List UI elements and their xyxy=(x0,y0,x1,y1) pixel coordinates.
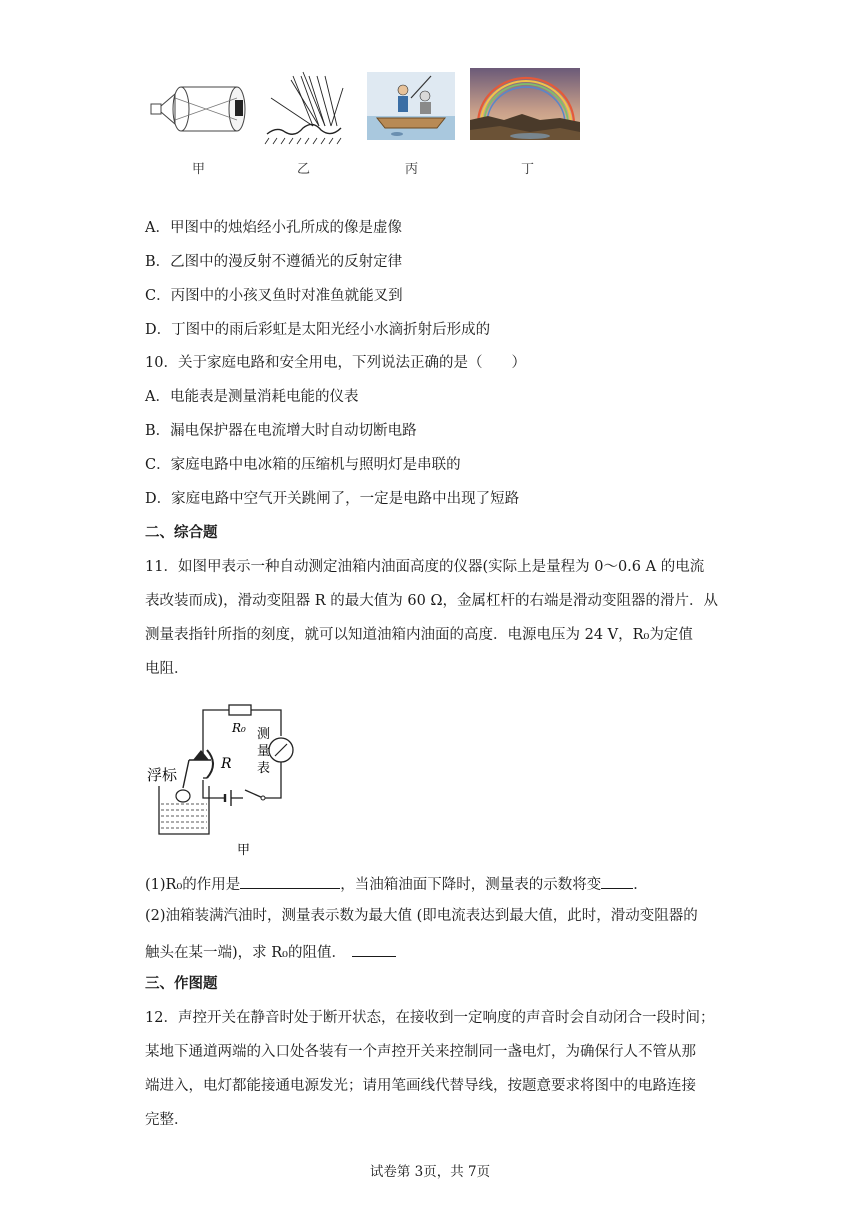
q12-line-2: 某地下通道两端的入口处各装有一个声控开关来控制同一盏电灯，为确保行人不管从那 xyxy=(145,1044,696,1060)
rheostat-label: R xyxy=(221,756,232,772)
float-symbol xyxy=(176,790,190,802)
q11-part-2-text: 触头在某一端)，求 R₀的阻值． xyxy=(145,945,346,961)
q11-part-1-text-a: (1)R₀的作用是 xyxy=(145,877,241,893)
boy-fishing-figure xyxy=(367,68,455,140)
q11-part-1-text-c: ． xyxy=(633,877,648,893)
q9-option-b: B．乙图中的漫反射不遵循光的反射定律 xyxy=(145,254,403,270)
q9-figure-row xyxy=(145,68,585,178)
r0-resistor xyxy=(229,705,251,715)
q11-line-2: 表改装而成)，滑动变阻器 R 的最大值为 60 Ω，金属杠杆的右端是滑动变阻器的滑片．从 xyxy=(145,593,718,609)
q11-answer-blank-2[interactable] xyxy=(601,872,633,889)
q9-option-a: A．甲图中的烛焰经小孔所成的像是虚像 xyxy=(145,220,402,236)
section-3-title: 三、作图题 xyxy=(145,975,218,992)
q9-option-c: C．丙图中的小孩叉鱼时对准鱼就能叉到 xyxy=(145,288,403,304)
circuit-caption: 甲 xyxy=(237,843,251,858)
q12-line-4: 完整． xyxy=(145,1112,189,1128)
q11-line-4: 电阻． xyxy=(145,661,189,677)
q10-option-c: C．家庭电路中电冰箱的压缩机与照明灯是串联的 xyxy=(145,457,461,473)
diffuse-reflection-figure xyxy=(263,68,347,148)
q10-option-b: B．漏电保护器在电流增大时自动切断电路 xyxy=(145,423,417,439)
float-label: 浮标 xyxy=(147,766,178,784)
meter-label-2: 量 xyxy=(257,744,271,759)
rainbow-figure xyxy=(470,68,580,140)
meter-label-3: 表 xyxy=(257,761,271,776)
q12-line-1: 12．声控开关在静音时处于断开状态，在接收到一定响度的声音时会自动闭合一段时间； xyxy=(145,1010,715,1026)
figure-caption-ding: 丁 xyxy=(521,162,535,177)
q11-answer-blank-1[interactable] xyxy=(240,872,340,889)
q10-option-d: D．家庭电路中空气开关跳闸了，一定是电路中出现了短路 xyxy=(145,491,520,507)
q11-part-2-line-1: (2)油箱装满汽油时，测量表示数为最大值 (即电流表达到最大值，此时，滑动变阻器的 xyxy=(145,908,698,924)
page-footer: 试卷第 3页，共 7页 xyxy=(369,1164,491,1180)
figure-caption-bing: 丙 xyxy=(405,162,419,177)
figure-caption-jia: 甲 xyxy=(192,162,206,177)
q9-option-d: D．丁图中的雨后彩虹是太阳光经小水滴折射后形成的 xyxy=(145,322,491,338)
q11-part-2-line-2 xyxy=(145,940,396,963)
q11-part-1-text-b: ，当油箱油面下降时，测量表的示数将变 xyxy=(340,877,602,893)
q11-answer-blank-3[interactable] xyxy=(352,940,396,957)
figure-caption-yi: 乙 xyxy=(297,162,311,177)
q11-line-3: 测量表指针所指的刻度，就可以知道油箱内油面的高度．电源电压为 24 V，R₀为定值 xyxy=(145,627,693,643)
oil-tank-circuit-figure xyxy=(145,698,315,860)
q10-stem: 10．关于家庭电路和安全用电，下列说法正确的是（ ） xyxy=(145,355,526,371)
q11-part-1 xyxy=(145,872,648,895)
q10-option-a: A．电能表是测量消耗电能的仪表 xyxy=(145,389,359,405)
section-2-title: 二、综合题 xyxy=(145,524,218,541)
q12-line-3: 端进入，电灯都能接通电源发光；请用笔画线代替导线，按题意要求将图中的电路连接 xyxy=(145,1078,696,1094)
r0-label: R₀ xyxy=(232,721,246,735)
pinhole-camera-figure xyxy=(145,68,255,140)
q11-line-1: 11．如图甲表示一种自动测定油箱内油面高度的仪器(实际上是量程为 0～0.6 A 的电流 xyxy=(145,559,705,575)
meter-label-1: 测 xyxy=(257,727,271,742)
